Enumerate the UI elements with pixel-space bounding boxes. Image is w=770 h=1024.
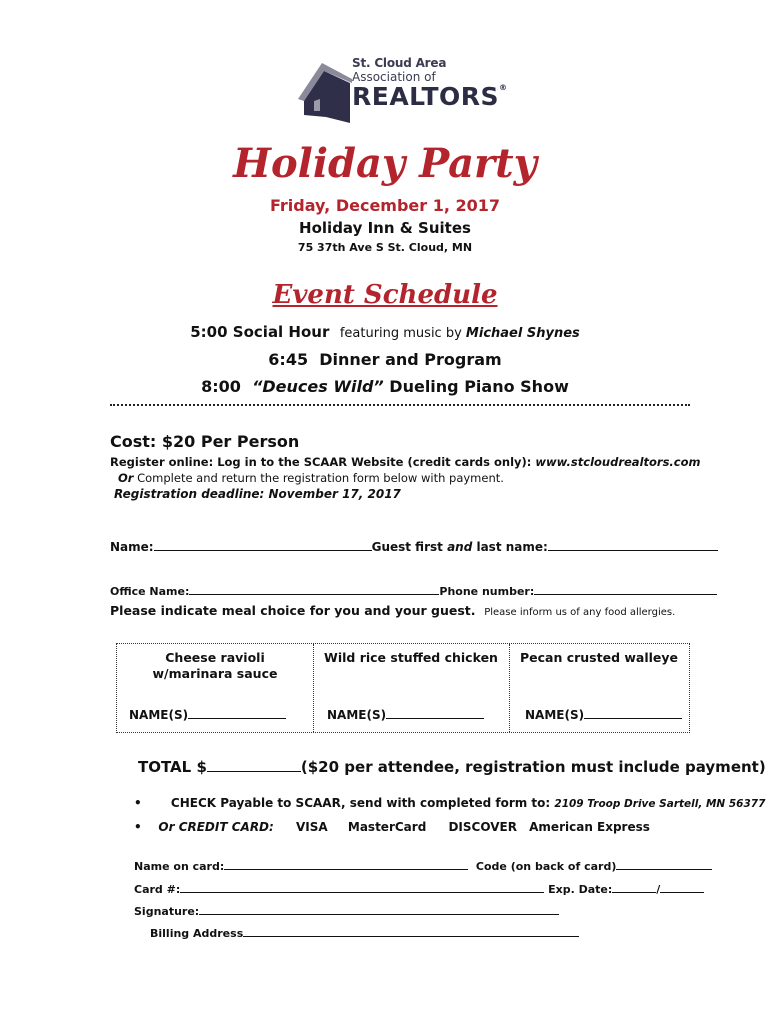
dotted-divider <box>110 404 690 406</box>
meal-prompt: Please indicate meal choice for you and your guest. Please inform us of any food allergies. <box>110 603 676 618</box>
meal-names-field[interactable]: NAME(S) <box>327 706 484 722</box>
event-venue: Holiday Inn & Suites <box>299 219 471 237</box>
meal-choice-table <box>116 643 690 733</box>
meal-names-field[interactable]: NAME(S) <box>129 706 286 722</box>
card-mastercard[interactable]: MasterCard <box>347 820 427 834</box>
register-online: Register online: Log in to the SCAAR Website (credit cards only): www.stcloudrealtors.com <box>110 455 701 469</box>
cost-heading: Cost: $20 Per Person <box>110 432 300 451</box>
logo-line2: Association of <box>352 70 436 84</box>
event-title: Holiday Party <box>233 140 537 187</box>
event-date: Friday, December 1, 2017 <box>269 196 501 215</box>
bullet-icon: • <box>134 820 142 834</box>
event-address: 75 37th Ave S St. Cloud, MN <box>297 241 473 254</box>
card-visa[interactable]: VISA <box>296 820 328 834</box>
schedule-item: 8:00 “Deuces Wild” Dueling Piano Show <box>201 377 569 396</box>
meal-option-ravioli[interactable]: Cheese ravioli w/marinara sauce NAME(S) <box>117 644 314 732</box>
schedule-title: Event Schedule <box>272 280 498 310</box>
register-mail: Or Complete and return the registration form below with payment. <box>118 471 504 485</box>
name-on-card-field[interactable]: Name on card: Code (on back of card) <box>134 857 712 873</box>
card-amex[interactable]: American Express <box>529 820 650 834</box>
logo-wordmark <box>352 56 508 111</box>
credit-card-option: • Or CREDIT CARD: VISA MasterCard DISCOVER American Express <box>134 820 650 834</box>
total-field[interactable]: TOTAL $ ($20 per attendee, registration must include payment) <box>138 758 766 776</box>
house-icon <box>298 63 352 123</box>
card-number-field[interactable]: Card #: Exp. Date: / <box>134 880 704 896</box>
office-field[interactable]: Office Name: Phone number: <box>110 582 717 598</box>
logo-line3: REALTORS® <box>352 82 508 111</box>
schedule-item: 5:00 Social Hour featuring music by Michael Shynes <box>190 323 580 341</box>
registration-deadline: Registration deadline: November 17, 2017 <box>114 487 401 501</box>
billing-address-field[interactable]: Billing Address <box>150 924 579 940</box>
meal-option-walleye[interactable]: Pecan crusted walleye NAME(S) <box>509 644 689 732</box>
logo-line1: St. Cloud Area <box>352 56 447 70</box>
bullet-icon: • <box>134 796 142 810</box>
name-field[interactable]: Name: Guest first and last name: <box>110 538 718 554</box>
meal-names-field[interactable]: NAME(S) <box>525 706 682 722</box>
register-url[interactable]: www.stcloudrealtors.com <box>535 455 701 469</box>
check-option: • CHECK Payable to SCAAR, send with completed form to: 2109 Troop Drive Sartell, MN 56377 <box>134 796 766 810</box>
meal-option-chicken[interactable]: Wild rice stuffed chicken NAME(S) <box>313 644 510 732</box>
schedule-item: 6:45 Dinner and Program <box>268 350 502 369</box>
card-discover[interactable]: DISCOVER <box>448 820 517 834</box>
signature-field[interactable]: Signature: <box>134 902 559 918</box>
